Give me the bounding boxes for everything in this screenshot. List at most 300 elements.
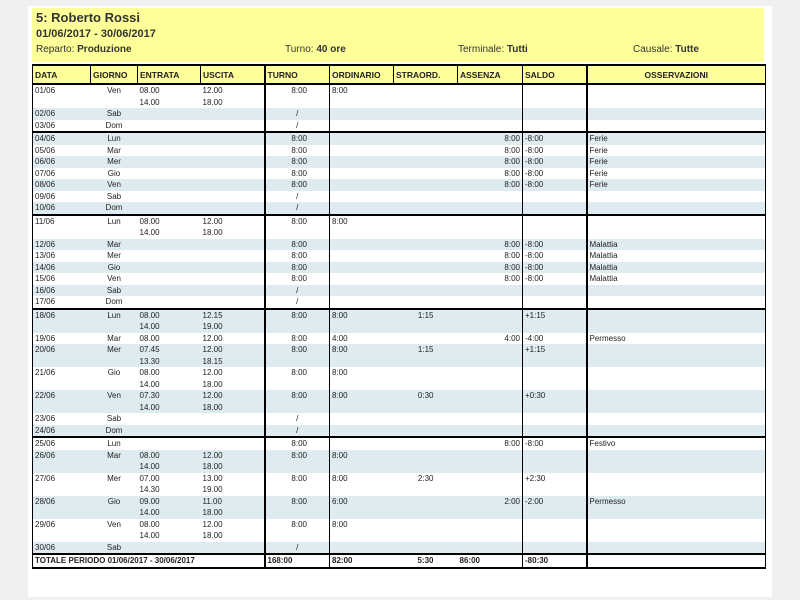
cell-entrata xyxy=(138,108,201,120)
cell-saldo xyxy=(523,285,587,297)
cell-straord xyxy=(394,542,458,555)
cell-saldo xyxy=(523,519,587,542)
table-row xyxy=(33,390,766,413)
cell-data: 10/06 xyxy=(33,202,91,215)
cell-uscita-value: 12.00 xyxy=(202,519,223,529)
cell-entrata xyxy=(138,437,201,450)
cell-entrata xyxy=(138,132,201,145)
cell-saldo: -8:00 xyxy=(523,156,587,168)
cell-straord xyxy=(394,450,458,473)
cell-data: 13/06 xyxy=(33,250,91,262)
cell-data: 19/06 xyxy=(33,333,91,345)
cell-entrata-value: 08.00 xyxy=(139,310,160,320)
cell-turno: 8:00 xyxy=(265,132,330,145)
cell-data: 25/06 xyxy=(33,437,91,450)
cell-entrata xyxy=(138,309,201,333)
table-row xyxy=(33,250,766,262)
cell-uscita xyxy=(201,496,265,519)
cell-data: 26/06 xyxy=(33,450,91,473)
cell-turno: / xyxy=(265,542,330,555)
table-row xyxy=(33,437,766,450)
cell-giorno: Mar xyxy=(91,239,138,251)
cell-saldo xyxy=(523,296,587,309)
cell-data: 09/06 xyxy=(33,191,91,203)
cell-turno: 8:00 xyxy=(265,450,330,473)
cell-uscita xyxy=(201,367,265,390)
cell-entrata xyxy=(138,191,201,203)
cell-assenza xyxy=(458,215,523,239)
cell-turno: / xyxy=(265,108,330,120)
cell-entrata-value: 14.00 xyxy=(139,322,160,331)
totals-assenza: 86:00 xyxy=(458,554,523,568)
cell-uscita-value: 12.00 xyxy=(202,86,223,95)
cell-data: 30/06 xyxy=(33,542,91,555)
cell-saldo xyxy=(523,84,587,108)
cell-uscita-value: 12.00 xyxy=(202,216,223,226)
cell-entrata xyxy=(138,285,201,297)
table-body xyxy=(33,84,766,554)
table-row xyxy=(33,168,766,180)
cell-osservazioni: Malattia xyxy=(587,262,766,274)
table-row xyxy=(33,425,766,438)
cell-saldo xyxy=(523,367,587,390)
cell-straord xyxy=(394,273,458,285)
col-header-ordinario: ORDINARIO xyxy=(330,65,394,84)
cell-straord: 1:15 xyxy=(394,309,458,333)
cell-data: 15/06 xyxy=(33,273,91,285)
cell-straord xyxy=(394,250,458,262)
table-row xyxy=(33,413,766,425)
cell-entrata-value: 07.45 xyxy=(139,345,160,354)
cell-ordinario xyxy=(330,273,394,285)
cell-data: 23/06 xyxy=(33,413,91,425)
cell-data: 27/06 xyxy=(33,473,91,496)
cell-giorno: Mer xyxy=(91,344,138,367)
cell-uscita-value: 12.15 xyxy=(202,310,223,320)
cell-uscita-value: 12.00 xyxy=(202,450,223,460)
cell-giorno: Lun xyxy=(91,132,138,145)
cell-entrata xyxy=(138,120,201,133)
cell-saldo xyxy=(523,450,587,473)
cell-osservazioni xyxy=(587,519,766,542)
table-row xyxy=(33,215,766,239)
cell-straord xyxy=(394,239,458,251)
cell-osservazioni: Malattia xyxy=(587,273,766,285)
cell-entrata-value: 09.00 xyxy=(139,496,160,506)
cell-data: 01/06 xyxy=(33,84,91,108)
cell-osservazioni: Malattia xyxy=(587,239,766,251)
cell-straord xyxy=(394,202,458,215)
cell-data: 21/06 xyxy=(33,367,91,390)
cell-assenza xyxy=(458,367,523,390)
cell-turno: 8:00 xyxy=(265,390,330,413)
cell-saldo: +1:15 xyxy=(523,309,587,333)
col-header-straord: STRAORD. xyxy=(394,65,458,84)
turno-label: Turno: xyxy=(285,44,314,55)
cell-ordinario xyxy=(330,262,394,274)
report-sheet xyxy=(28,6,772,597)
col-header-data: DATA xyxy=(33,65,91,84)
cell-giorno: Mar xyxy=(91,450,138,473)
cell-uscita xyxy=(201,168,265,180)
cell-straord: 0:30 xyxy=(394,390,458,413)
cell-saldo: -8:00 xyxy=(523,437,587,450)
cell-osservazioni: Ferie xyxy=(587,156,766,168)
cell-uscita-value: 12.00 xyxy=(202,391,223,400)
cell-straord xyxy=(394,519,458,542)
report-period: 01/06/2017 - 30/06/2017 xyxy=(36,28,156,40)
cell-data: 03/06 xyxy=(33,120,91,133)
cell-entrata-value: 14.00 xyxy=(139,97,160,107)
cell-uscita xyxy=(201,542,265,555)
table-row xyxy=(33,84,766,108)
cell-giorno: Mer xyxy=(107,473,121,483)
table-row xyxy=(33,542,766,555)
cell-ordinario: 8:00 xyxy=(332,368,348,377)
cell-entrata-value: 08.00 xyxy=(139,519,160,529)
cell-entrata xyxy=(138,168,201,180)
cell-giorno: Gio xyxy=(91,262,138,274)
cell-saldo: -8:00 xyxy=(523,239,587,251)
report-header xyxy=(32,8,764,62)
cell-giorno: Mar xyxy=(107,333,121,343)
cell-straord xyxy=(394,179,458,191)
cell-giorno: Lun xyxy=(91,309,138,333)
cell-ordinario xyxy=(330,108,394,120)
cell-ordinario xyxy=(330,168,394,180)
cell-straord xyxy=(394,285,458,297)
cell-data: 05/06 xyxy=(33,145,91,157)
cell-assenza: 4:00 xyxy=(504,333,520,343)
cell-straord xyxy=(394,425,458,438)
cell-turno: 8:00 xyxy=(265,273,330,285)
cell-data: 28/06 xyxy=(33,496,91,519)
cell-uscita-value: 12.00 xyxy=(202,345,223,354)
cell-ordinario xyxy=(330,145,394,157)
cell-uscita xyxy=(201,191,265,203)
cell-entrata-value: 08.00 xyxy=(139,368,160,377)
cell-giorno: Ven xyxy=(107,86,121,95)
col-header-saldo: SALDO xyxy=(523,65,587,84)
cell-ordinario: 8:00 xyxy=(332,86,348,95)
cell-straord xyxy=(394,215,458,239)
cell-entrata-value: 08.00 xyxy=(139,333,160,343)
cell-giorno: Sab xyxy=(91,542,138,555)
cell-uscita xyxy=(201,273,265,285)
cell-osservazioni: Permesso xyxy=(587,496,766,519)
cell-straord xyxy=(394,191,458,203)
cell-entrata xyxy=(138,250,201,262)
cell-turno: 8:00 xyxy=(265,333,330,345)
cell-saldo: -8:00 xyxy=(523,168,587,180)
cell-turno: / xyxy=(265,296,330,309)
cell-ordinario: 6:00 xyxy=(330,496,394,519)
table-row xyxy=(33,202,766,215)
cell-uscita-value: 18.00 xyxy=(202,228,223,237)
cell-straord xyxy=(394,84,458,108)
cell-turno: 8:00 xyxy=(265,239,330,251)
cell-straord: 2:30 xyxy=(417,473,434,483)
cell-ordinario: 8:00 xyxy=(332,473,348,483)
cell-uscita xyxy=(201,145,265,157)
cell-entrata xyxy=(138,296,201,309)
cell-ordinario xyxy=(330,542,394,555)
cell-osservazioni xyxy=(587,120,766,133)
cell-turno: 8:00 xyxy=(265,367,330,390)
table-row xyxy=(33,108,766,120)
cell-turno: / xyxy=(265,413,330,425)
cell-assenza: 8:00 xyxy=(458,239,523,251)
cell-uscita-value: 18.15 xyxy=(202,356,223,366)
table-row xyxy=(33,132,766,145)
table-row xyxy=(33,519,766,542)
cell-saldo: -8:00 xyxy=(523,273,587,285)
cell-osservazioni xyxy=(587,473,766,496)
cell-ordinario xyxy=(330,132,394,145)
cell-entrata xyxy=(138,542,201,555)
cell-straord xyxy=(394,262,458,274)
cell-assenza: 8:00 xyxy=(504,274,520,283)
cell-uscita-value: 18.00 xyxy=(202,462,223,471)
cell-assenza xyxy=(458,425,523,438)
cell-uscita xyxy=(201,215,265,239)
cell-saldo: +1:15 xyxy=(523,344,587,367)
cell-giorno: Gio xyxy=(91,496,138,519)
cell-turno: 8:00 xyxy=(265,473,330,496)
cell-osservazioni xyxy=(587,285,766,297)
cell-ordinario xyxy=(330,202,394,215)
cell-ordinario xyxy=(330,437,394,450)
totals-ordinario: 82:00 xyxy=(330,554,394,568)
cell-assenza xyxy=(458,84,523,108)
col-header-giorno: GIORNO xyxy=(91,65,138,84)
cell-data: 07/06 xyxy=(33,168,91,180)
col-header-osservazioni: OSSERVAZIONI xyxy=(587,65,766,84)
table-row xyxy=(33,333,766,345)
cell-saldo xyxy=(523,425,587,438)
cell-osservazioni xyxy=(587,84,766,108)
col-header-turno: TURNO xyxy=(265,65,330,84)
cell-assenza: 8:00 xyxy=(504,168,520,178)
table-row xyxy=(33,191,766,203)
cell-entrata xyxy=(138,273,201,285)
cell-uscita xyxy=(201,437,265,450)
cell-osservazioni: Festivo xyxy=(587,437,766,450)
cell-giorno: Dom xyxy=(91,202,138,215)
cell-assenza xyxy=(458,519,523,542)
cell-saldo: -8:00 xyxy=(523,145,587,157)
cell-entrata-value: 14.00 xyxy=(139,402,160,412)
cell-osservazioni: Ferie xyxy=(587,145,766,157)
cell-assenza: 2:00 xyxy=(458,496,523,519)
cell-entrata xyxy=(138,333,201,345)
cell-entrata-value: 14.00 xyxy=(139,462,160,471)
cell-saldo xyxy=(523,120,587,133)
cell-uscita xyxy=(201,309,265,333)
cell-assenza xyxy=(458,309,523,333)
cell-giorno: Ven xyxy=(107,519,121,529)
cell-assenza xyxy=(458,120,523,133)
cell-saldo: -8:00 xyxy=(523,250,587,262)
cell-assenza xyxy=(458,473,523,496)
table-row xyxy=(33,473,766,496)
cell-assenza: 8:00 xyxy=(458,132,523,145)
cell-straord xyxy=(394,496,458,519)
cell-uscita-value: 11.00 xyxy=(202,496,222,506)
cell-ordinario: 8:00 xyxy=(330,344,394,367)
cell-ordinario xyxy=(330,250,394,262)
table-row xyxy=(33,273,766,285)
col-header-assenza: ASSENZA xyxy=(458,65,523,84)
cell-assenza xyxy=(458,108,523,120)
cell-assenza xyxy=(458,542,523,555)
cell-uscita xyxy=(201,333,265,345)
cell-data: 29/06 xyxy=(33,519,91,542)
cell-entrata-value: 13.30 xyxy=(139,356,160,366)
cell-ordinario: 8:00 xyxy=(330,215,394,239)
terminale-info xyxy=(458,44,528,55)
cell-uscita-value: 18.00 xyxy=(202,379,223,389)
table-row xyxy=(33,156,766,168)
cell-data: 02/06 xyxy=(33,108,91,120)
cell-data: 18/06 xyxy=(33,309,91,333)
cell-straord xyxy=(394,413,458,425)
cell-entrata xyxy=(138,179,201,191)
cell-ordinario xyxy=(330,296,394,309)
cell-osservazioni xyxy=(587,215,766,239)
cell-entrata-value: 08.00 xyxy=(139,86,160,95)
cell-uscita xyxy=(201,262,265,274)
cell-uscita xyxy=(201,473,265,496)
cell-osservazioni: Malattia xyxy=(587,250,766,262)
col-header-uscita: USCITA xyxy=(201,65,265,84)
cell-assenza xyxy=(458,413,523,425)
cell-osservazioni: Ferie xyxy=(587,179,766,191)
cell-entrata-value: 14.30 xyxy=(139,485,160,494)
cell-uscita-value: 18.00 xyxy=(202,97,223,107)
cell-assenza: 8:00 xyxy=(504,145,520,155)
causale-label: Causale: xyxy=(633,44,673,55)
cell-osservazioni xyxy=(587,542,766,555)
cell-saldo: -8:00 xyxy=(523,262,587,274)
cell-turno: / xyxy=(265,425,330,438)
cell-turno: 8:00 xyxy=(265,496,330,519)
table-row xyxy=(33,309,766,333)
cell-entrata xyxy=(138,450,201,473)
cell-ordinario xyxy=(330,120,394,133)
cell-uscita xyxy=(201,285,265,297)
cell-ordinario: 8:00 xyxy=(330,450,394,473)
attendance-table xyxy=(32,64,766,569)
cell-giorno: Mar xyxy=(107,145,121,155)
cell-ordinario xyxy=(330,413,394,425)
table-row xyxy=(33,450,766,473)
cell-osservazioni xyxy=(587,344,766,367)
cell-straord xyxy=(394,132,458,145)
cell-data: 24/06 xyxy=(33,425,91,438)
cell-entrata xyxy=(138,84,201,108)
cell-straord xyxy=(394,108,458,120)
cell-giorno: Ven xyxy=(91,390,138,413)
cell-saldo xyxy=(523,202,587,215)
cell-assenza: 8:00 xyxy=(504,251,520,260)
cell-data: 14/06 xyxy=(33,262,91,274)
cell-data: 17/06 xyxy=(33,296,91,309)
cell-saldo: +0:30 xyxy=(523,390,587,413)
cell-giorno: Lun xyxy=(91,215,138,239)
cell-ordinario xyxy=(330,179,394,191)
cell-giorno: Ven xyxy=(91,179,138,191)
cell-osservazioni xyxy=(587,202,766,215)
cell-assenza xyxy=(458,390,523,413)
totals-row xyxy=(33,554,766,568)
cell-entrata xyxy=(138,496,201,519)
cell-uscita xyxy=(201,156,265,168)
cell-uscita xyxy=(201,344,265,367)
cell-osservazioni xyxy=(587,309,766,333)
cell-uscita xyxy=(201,296,265,309)
cell-uscita xyxy=(201,519,265,542)
cell-giorno: Dom xyxy=(91,425,138,438)
cell-data: 12/06 xyxy=(33,239,91,251)
cell-turno: / xyxy=(265,120,330,133)
cell-osservazioni xyxy=(587,450,766,473)
cell-uscita-value: 19.00 xyxy=(202,322,223,331)
cell-turno: 8:00 xyxy=(265,262,330,274)
cell-entrata xyxy=(138,390,201,413)
table-row xyxy=(33,262,766,274)
cell-ordinario: 8:00 xyxy=(332,519,348,529)
cell-data: 08/06 xyxy=(33,179,91,191)
terminale-label: Terminale: xyxy=(458,44,505,55)
cell-turno: 8:00 xyxy=(265,215,330,239)
cell-assenza: 8:00 xyxy=(458,437,523,450)
cell-osservazioni xyxy=(587,390,766,413)
cell-saldo xyxy=(523,215,587,239)
cell-straord xyxy=(394,333,458,345)
cell-entrata xyxy=(138,367,201,390)
cell-data: 04/06 xyxy=(33,132,91,145)
causale-info xyxy=(633,44,699,55)
table-row xyxy=(33,344,766,367)
cell-saldo xyxy=(523,413,587,425)
cell-uscita xyxy=(201,84,265,108)
cell-entrata xyxy=(138,473,201,496)
table-row xyxy=(33,496,766,519)
cell-uscita-value: 12.00 xyxy=(202,333,223,343)
cell-uscita xyxy=(201,250,265,262)
cell-data: 06/06 xyxy=(33,156,91,168)
cell-uscita xyxy=(201,108,265,120)
cell-uscita xyxy=(201,202,265,215)
table-row xyxy=(33,367,766,390)
cell-assenza xyxy=(458,296,523,309)
cell-assenza: 8:00 xyxy=(458,179,523,191)
cell-straord: 1:15 xyxy=(394,344,458,367)
cell-uscita-value: 19.00 xyxy=(202,485,223,494)
reparto-info xyxy=(36,44,132,55)
employee-name: 5: Roberto Rossi xyxy=(36,10,141,25)
cell-uscita-value: 13.00 xyxy=(202,473,223,483)
cell-entrata-value: 14.00 xyxy=(139,379,160,389)
cell-straord xyxy=(394,120,458,133)
totals-saldo: -80:30 xyxy=(523,554,587,568)
cell-giorno: Sab xyxy=(106,191,122,201)
cell-entrata-value: 14.00 xyxy=(139,228,160,237)
cell-turno: / xyxy=(265,285,330,297)
cell-uscita xyxy=(201,120,265,133)
turno-value: 40 ore xyxy=(316,44,346,55)
